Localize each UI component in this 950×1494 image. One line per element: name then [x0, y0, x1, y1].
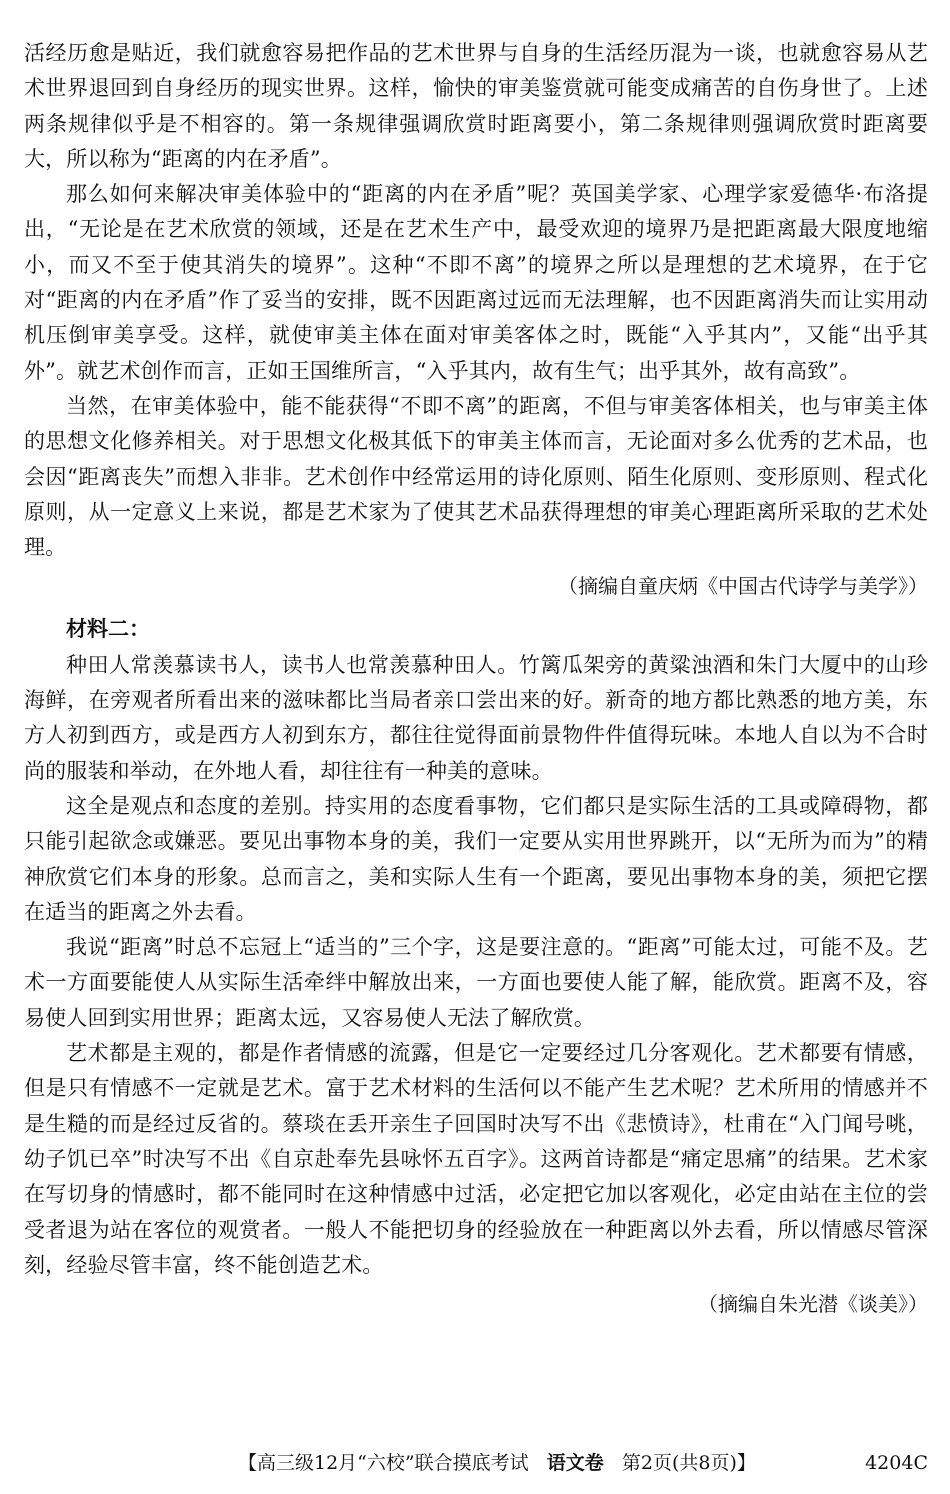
- footer-paper-code: 4204C: [865, 1452, 928, 1474]
- footer-page-number: 第2页(共8页)】: [621, 1452, 756, 1474]
- material-one-paragraph-1: 活经历愈是贴近，我们就愈容易把作品的艺术世界与自身的生活经历混为一谈，也就愈容易从艺术世界退回到自身经历的现实世界。这样，愉快的审美鉴赏就可能变成痛苦的自伤身世了。上述两条规律似乎是不相容的。第一条规律强调欣赏时距离要小，第二条规律则强调欣赏时距离要大，所以称为“距离的内在矛盾”。: [24, 41, 928, 171]
- page-content: [24, 36, 928, 1328]
- footer-exam-title: 【高三级12月“六校”联合摸底考试: [238, 1452, 529, 1474]
- material-one-source: （摘编自童庆炳《中国古代诗学与美学》）: [558, 574, 928, 599]
- material-one-paragraph-3: 当然，在审美体验中，能不能获得“不即不离”的距离，不但与审美客体相关，也与审美主体的思想文化修养相关。对于思想文化极其低下的审美主体而言，无论面对多么优秀的艺术品，也会因“距离丧失”而想入非非。艺术创作中经常运用的诗化原则、陌生化原则、变形原则、程式化原则，从一定意义上来说，都是艺术家为了使其艺术品获得理想的审美心理距离所采取的艺术处理。: [24, 393, 928, 560]
- material-two-source: （摘编自朱光潜《谈美》）: [698, 1292, 928, 1317]
- material-two-paragraph-4: 艺术都是主观的，都是作者情感的流露，但是它一定要经过几分客观化。艺术都要有情感，但是只有情感不一定就是艺术。富于艺术材料的生活何以不能产生艺术呢？艺术所用的情感并不是生糙的而是经过反省的。蔡琰在丢开亲生子回国时决写不出《悲愤诗》，杜甫在“入门闻号咷，幼子饥已卒”时决写不出《自京赴奉先县咏怀五百字》。这两首诗都是“痛定思痛”的结果。艺术家在写切身的情感时，都不能同时在这种情感中过活，必定把它加以客观化，必定由站在主位的尝受者退为站在客位的观赏者。一般人不能把切身的经验放在一种距离以外去看，所以情感尽管深刻，经验尽管丰富，终不能创造艺术。: [24, 1041, 928, 1277]
- material-one-paragraph-2: 那么如何来解决审美体验中的“距离的内在矛盾”呢？英国美学家、心理学家爱德华·布洛提出，“无论是在艺术欣赏的领域，还是在艺术生产中，最受欢迎的境界乃是把距离最大限度地缩小，而又不至于使其消失的境界”。这种“不即不离”的境界之所以是理想的艺术境界，在于它对“距离的内在矛盾”作了妥当的安排，既不因距离过远而无法理解，也不因距离消失而让实用动机压倒审美享受。这样，就使审美主体在面对审美客体之时，既能“入乎其内”，又能“出乎其外”。就艺术创作而言，正如王国维所言，“入乎其内，故有生气；出乎其外，故有高致”。: [24, 182, 928, 383]
- footer-exam-info: [238, 1446, 756, 1480]
- footer-subject: 语文卷: [546, 1452, 604, 1474]
- page-footer: [0, 1446, 950, 1480]
- material-two-heading: 材料二：: [66, 617, 150, 642]
- material-two-paragraph-2: 这全是观点和态度的差别。持实用的态度看事物，它们都只是实际生活的工具或障碍物，都只能引起欲念或嫌恶。要见出事物本身的美，我们一定要从实用世界跳开，以“无所为而为”的精神欣赏它们本身的形象。总而言之，美和实际人生有一个距离，要见出事物本身的美，须把它摆在适当的距离之外去看。: [24, 793, 928, 924]
- material-two-paragraph-1: 种田人常羡慕读书人，读书人也常羡慕种田人。竹篱瓜架旁的黄粱浊酒和朱门大厦中的山珍海鲜，在旁观者所看出来的滋味都比当局者亲口尝出来的好。新奇的地方都比熟悉的地方美，东方人初到西方，或是西方人初到东方，都往往觉得面前景物件件值得玩味。本地人自以为不合时尚的服装和举动，在外地人看，却往往有一种美的意味。: [24, 652, 928, 783]
- material-two-paragraph-3: 我说“距离”时总不忘冠上“适当的”三个字，这是要注意的。“距离”可能太过，可能不及。艺术一方面要能使人从实际生活牵绊中解放出来，一方面也要使人能了解，能欣赏。距离不及，容易使人回到实用世界；距离太远，又容易使人无法了解欣赏。: [24, 935, 928, 1030]
